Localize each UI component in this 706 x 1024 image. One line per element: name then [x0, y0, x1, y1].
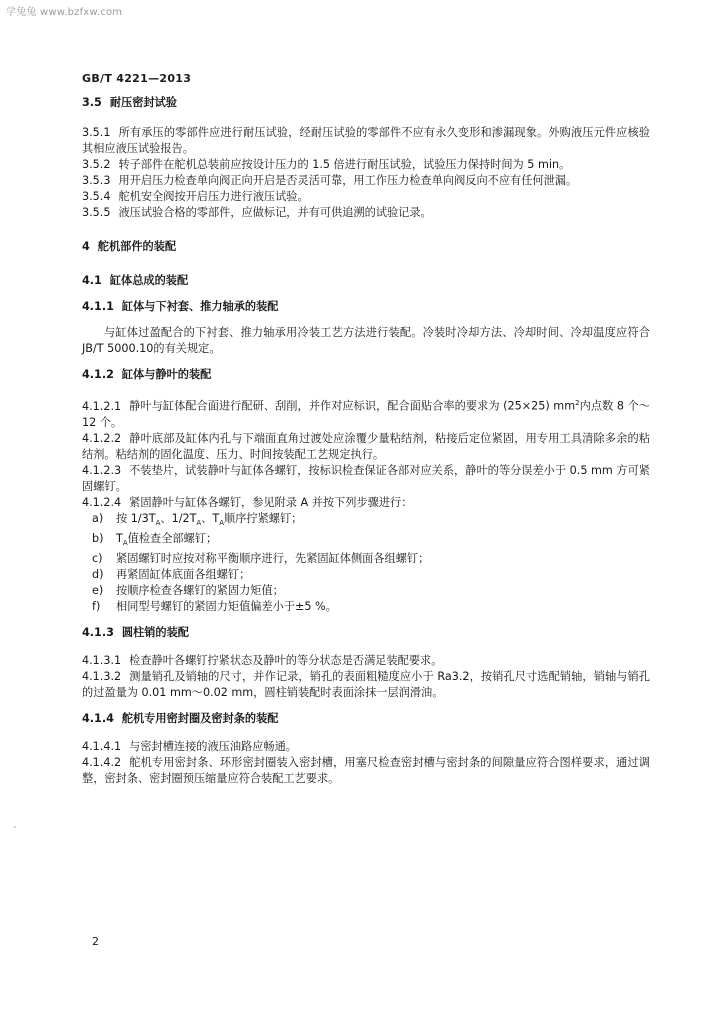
heading-4-1: 4.1 缸体总成的装配 — [82, 274, 189, 287]
clause-3-5-4: 3.5.4 舵机安全阀按开启压力进行液压试验。 — [82, 190, 309, 203]
clause-3-5-2: 3.5.2 转子部件在舵机总装前应按设计压力的 1.5 倍进行耐压试验，试验压力保持时间为 5 min。 — [82, 158, 571, 171]
list-item: b) $T_A$值检查全部螺钉； — [92, 531, 218, 548]
clause-4-1-2-3: 4.1.2.3 不装垫片，试装静叶与缸体各螺钉，按标识检查保证各部对应关系，静叶的等分误差小于 0.5 mm 方可紧固螺钉。 — [82, 463, 650, 493]
clause-3-5-3: 3.5.3 用开启压力检查单向阀正向开启是否灵活可靠，用工作压力检查单向阀反向不应有任何泄漏。 — [82, 174, 578, 187]
clause-4-1-2-2: 4.1.2.2 静叶底部及缸体内孔与下端面直角过渡处应涂覆少量粘结剂，粘接后定位紧固，用专用工具清除多余的粘结剂。粘结剂的固化温度、压力、时间按装配工艺规定执行。 — [82, 431, 650, 461]
tightening-steps-list — [82, 511, 650, 615]
standard-number: GB/T 4221—2013 — [82, 72, 192, 85]
page-number: 2 — [92, 935, 99, 948]
clause-4-1-3-2: 4.1.3.2 测量销孔及销轴的尺寸，并作记录，销孔的表面粗糙度应小于 Ra3.2，按销孔尺寸选配销轴，销轴与销孔的过盈量为 0.01 mm～0.02 mm，圆柱销装配时表面涂抹一层润滑油。 — [82, 670, 650, 700]
clause-4-1-2-1: 4.1.2.1 静叶与缸体配合面进行配研、刮削，并作对应标识，配合面贴合率的要求为 (25×25) $mm^2$内点数 8 个～12 个。 — [82, 399, 650, 429]
clause-4-1-1-text: 与缸体过盈配合的下衬套、推力轴承用冷装工艺方法进行装配。冷装时冷却方法、冷却时间、冷却温度应符合JB/T 5000.10的有关规定。 — [82, 326, 650, 355]
list-item: c) 紧固螺钉时应按对称平衡顺序进行，先紧固缸体侧面各组螺钉； — [92, 552, 430, 566]
document-body — [82, 95, 650, 787]
clause-4-1-4-1: 4.1.4.1 与密封槽连接的液压油路应畅通。 — [82, 740, 297, 754]
watermark-text: 学兔兔 www.bzfxw.com — [6, 7, 123, 18]
list-item: f) 相同型号螺钉的紧固力矩值偏差小于±5 %。 — [92, 600, 337, 614]
heading-4: 4 舵机部件的装配 — [82, 240, 177, 253]
list-item: e) 按顺序检查各螺钉的紧固力矩值； — [92, 584, 284, 598]
clause-4-1-3-1: 4.1.3.1 检查静叶各螺钉拧紧状态及静叶的等分状态是否满足装配要求。 — [82, 654, 443, 668]
clause-4-1-2-4: 4.1.2.4 紧固静叶与缸体各螺钉，参见附录 A 并按下列步骤进行： — [82, 495, 413, 509]
list-item: d) 再紧固缸体底面各组螺钉； — [92, 568, 251, 582]
heading-4-1-4: 4.1.4 舵机专用密封圈及密封条的装配 — [82, 712, 279, 726]
scan-artifact — [14, 826, 16, 828]
heading-4-1-2: 4.1.2 缸体与静叶的装配 — [82, 368, 212, 381]
heading-4-1-1: 4.1.1 缸体与下衬套、推力轴承的装配 — [82, 300, 279, 313]
clause-3-5-1: 3.5.1 所有承压的零部件应进行耐压试验，经耐压试验的零部件不应有永久变形和渗漏现象。外购液压元件应核验其相应液压试验报告。 — [82, 126, 650, 155]
clause-3-5-5: 3.5.5 液压试验合格的零部件，应做标记，并有可供追溯的试验记录。 — [82, 206, 432, 219]
list-item: a) 按 $1/3T_A$、$1/2T_A$、$T_A$顺序拧紧螺钉； — [92, 511, 303, 527]
heading-3-5: 3.5 耐压密封试验 — [82, 96, 177, 109]
heading-4-1-3: 4.1.3 圆柱销的装配 — [82, 626, 189, 640]
clause-4-1-4-2: 4.1.4.2 舵机专用密封条、环形密封圈装入密封槽，用塞尺检查密封槽与密封条的间隙量应符合图样要求，通过调整，密封条、密封圈预压缩量应符合装配工艺要求。 — [82, 756, 650, 786]
